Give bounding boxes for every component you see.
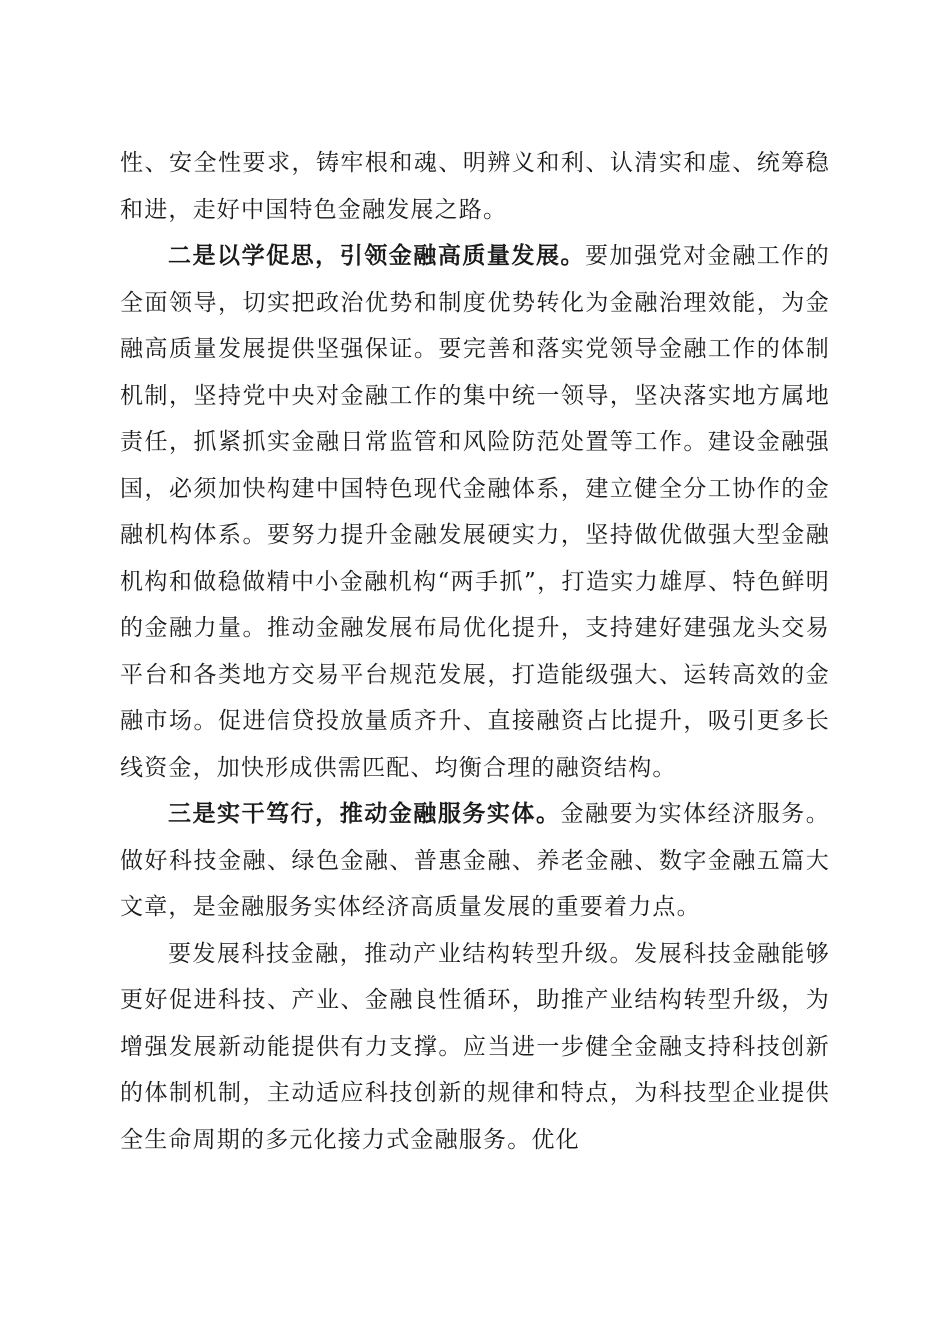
paragraph-4 xyxy=(120,931,830,1164)
body-text xyxy=(120,140,830,1163)
paragraph-2 xyxy=(120,233,830,791)
paragraph-2-lead: 二是以学促思，引领金融高质量发展。 xyxy=(168,243,586,269)
paragraph-3-lead: 三是实干笃行，推动金融服务实体。 xyxy=(168,801,561,827)
paragraph-4-text: 要发展科技金融，推动产业结构转型升级。发展科技金融能够更好促进科技、产业、金融良性循环，助推产业结构转型升级，为增强发展新动能提供有力支撑。应当进一步健全金融支持科技创新的体制机制，主动适应科技创新的规律和特点，为科技型企业提供全生命周期的多元化接力式金融服务。优化 xyxy=(120,940,830,1153)
paragraph-3 xyxy=(120,791,830,931)
paragraph-1 xyxy=(120,140,830,233)
paragraph-3-text: 金融要为实体经济服务。做好科技金融、绿色金融、普惠金融、养老金融、数字金融五篇大文章，是金融服务实体经济高质量发展的重要着力点。 xyxy=(120,801,831,920)
paragraph-1-text: 性、安全性要求，铸牢根和魂、明辨义和利、认清实和虚、统筹稳和进，走好中国特色金融发展之路。 xyxy=(120,150,830,223)
paragraph-2-text: 要加强党对金融工作的全面领导，切实把政治优势和制度优势转化为金融治理效能，为金融高质量发展提供坚强保证。要完善和落实党领导金融工作的体制机制，坚持党中央对金融工作的集中统一领导，坚决落实地方属地责任，抓紧抓实金融日常监管和风险防范处置等工作。建设金融强国，必须加快构建中国特色现代金融体系，建立健全分工协作的金融机构体系。要努力提升金融发展硬实力，坚持做优做强大型金融机构和做稳做精中小金融机构“两手抓”，打造实力雄厚、特色鲜明的金融力量。推动金融发展布局优化提升，支持建好建强龙头交易平台和各类地方交易平台规范发展，打造能级强大、运转高效的金融市场。促进信贷投放量质齐升、直接融资占比提升，吸引更多长线资金，加快形成供需匹配、均衡合理的融资结构。 xyxy=(120,243,831,781)
